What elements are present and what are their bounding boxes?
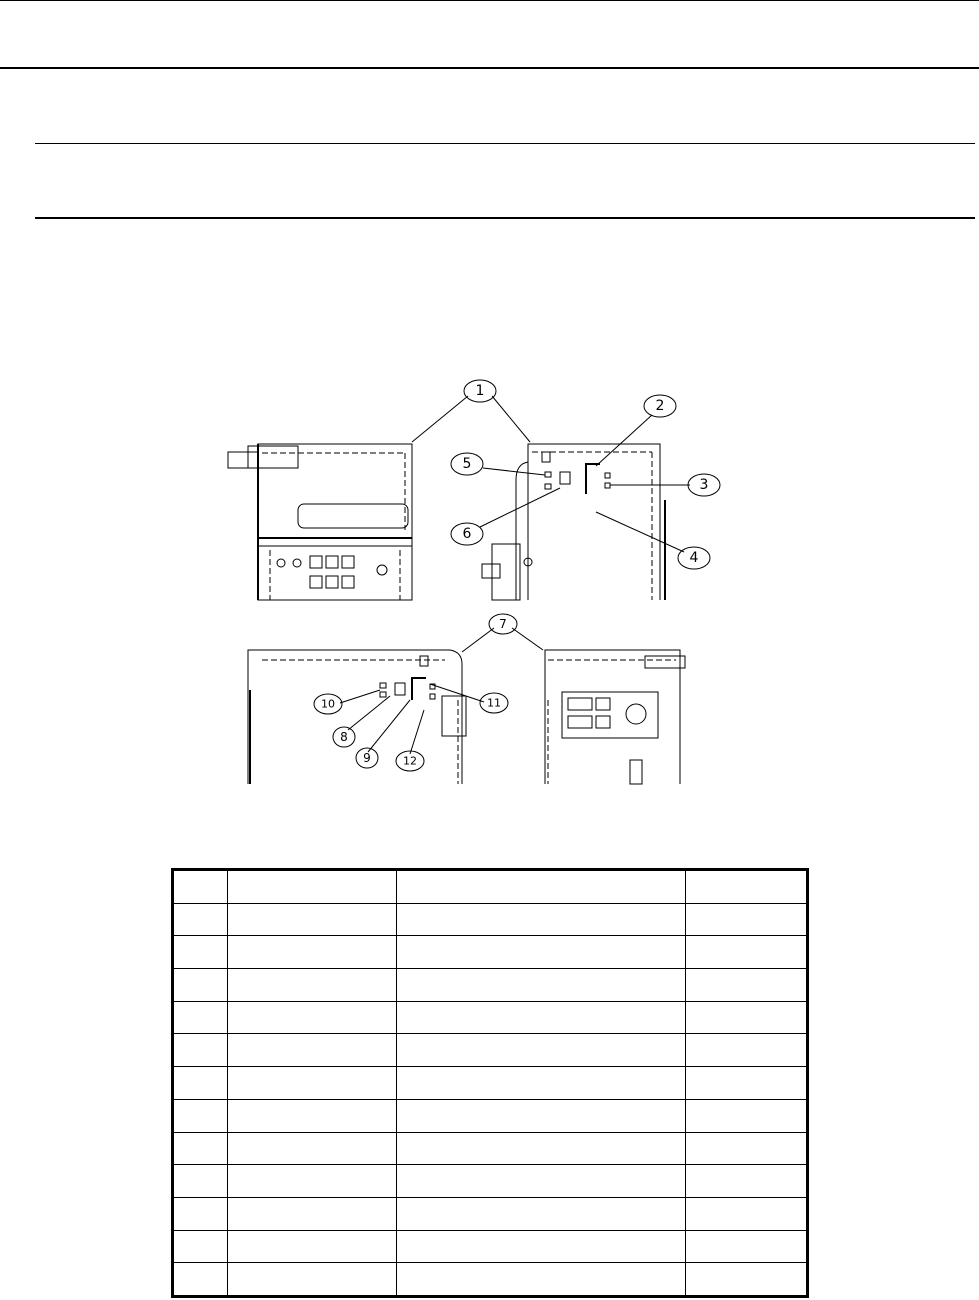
table-cell [397,936,686,969]
table-cell [397,870,686,904]
parts-table [171,868,809,1298]
table-row [173,969,808,1002]
table-cell [173,1197,228,1230]
table-cell [686,870,808,904]
table-cell [686,1197,808,1230]
table-cell [228,936,397,969]
table-cell [686,969,808,1002]
table-cell [228,870,397,904]
table-row [173,1067,808,1100]
table-cell [173,1099,228,1132]
table-row [173,1001,808,1034]
parts-table-body [173,870,808,1297]
table-cell [397,1034,686,1067]
table-cell [397,1001,686,1034]
table-cell [173,1230,228,1263]
bottom-left-view [248,650,466,784]
top-right-view [482,444,665,600]
table-cell [173,1132,228,1165]
table-row [173,1034,808,1067]
table-cell [228,1001,397,1034]
table-cell [228,1132,397,1165]
callout-11: 11 [487,696,501,710]
bottom-right-view [545,650,685,784]
callout-4: 4 [689,550,699,566]
table-cell [397,1263,686,1297]
table-cell [173,1165,228,1198]
table-cell [173,1263,228,1297]
callout-1: 1 [475,383,485,399]
table-row [173,1230,808,1263]
table-cell [173,1067,228,1100]
callout-6: 6 [462,526,472,542]
table-cell [686,936,808,969]
table-row [173,1197,808,1230]
table-cell [228,1099,397,1132]
table-row [173,1099,808,1132]
table-cell [228,1197,397,1230]
table-row [173,936,808,969]
table-row [173,1263,808,1297]
table-cell [173,870,228,904]
table-cell [686,1263,808,1297]
table-cell [397,1197,686,1230]
callout-8: 8 [340,730,348,744]
table-cell [686,1099,808,1132]
callout-7: 7 [499,617,507,631]
callout-12: 12 [403,754,417,768]
top-left-view [228,444,412,600]
table-cell [686,1132,808,1165]
callout-10: 10 [321,697,335,711]
callout-9: 9 [363,751,371,765]
table-cell [686,1067,808,1100]
table-cell [397,969,686,1002]
table-cell [173,903,228,936]
callout-5: 5 [462,456,472,472]
table-cell [397,1132,686,1165]
table-cell [397,903,686,936]
table-cell [397,1230,686,1263]
table-cell [686,1230,808,1263]
callout-3: 3 [699,477,709,493]
table-cell [228,1067,397,1100]
table-cell [173,1034,228,1067]
table-row [173,903,808,936]
table-cell [228,903,397,936]
table-row [173,1165,808,1198]
leader-lines [340,396,690,754]
table-cell [173,1001,228,1034]
table-cell [173,936,228,969]
table-cell [228,1034,397,1067]
table-cell [686,1165,808,1198]
table-cell [686,1001,808,1034]
table-cell [228,1230,397,1263]
table-cell [397,1099,686,1132]
table-cell [686,903,808,936]
callout-circles [314,380,720,771]
table-cell [397,1067,686,1100]
table-row [173,1132,808,1165]
table-cell [173,969,228,1002]
table-cell [686,1034,808,1067]
table-cell [228,1263,397,1297]
table-cell [228,1165,397,1198]
table-cell [397,1165,686,1198]
callout-2: 2 [655,398,665,414]
table-row [173,870,808,904]
table-cell [228,969,397,1002]
